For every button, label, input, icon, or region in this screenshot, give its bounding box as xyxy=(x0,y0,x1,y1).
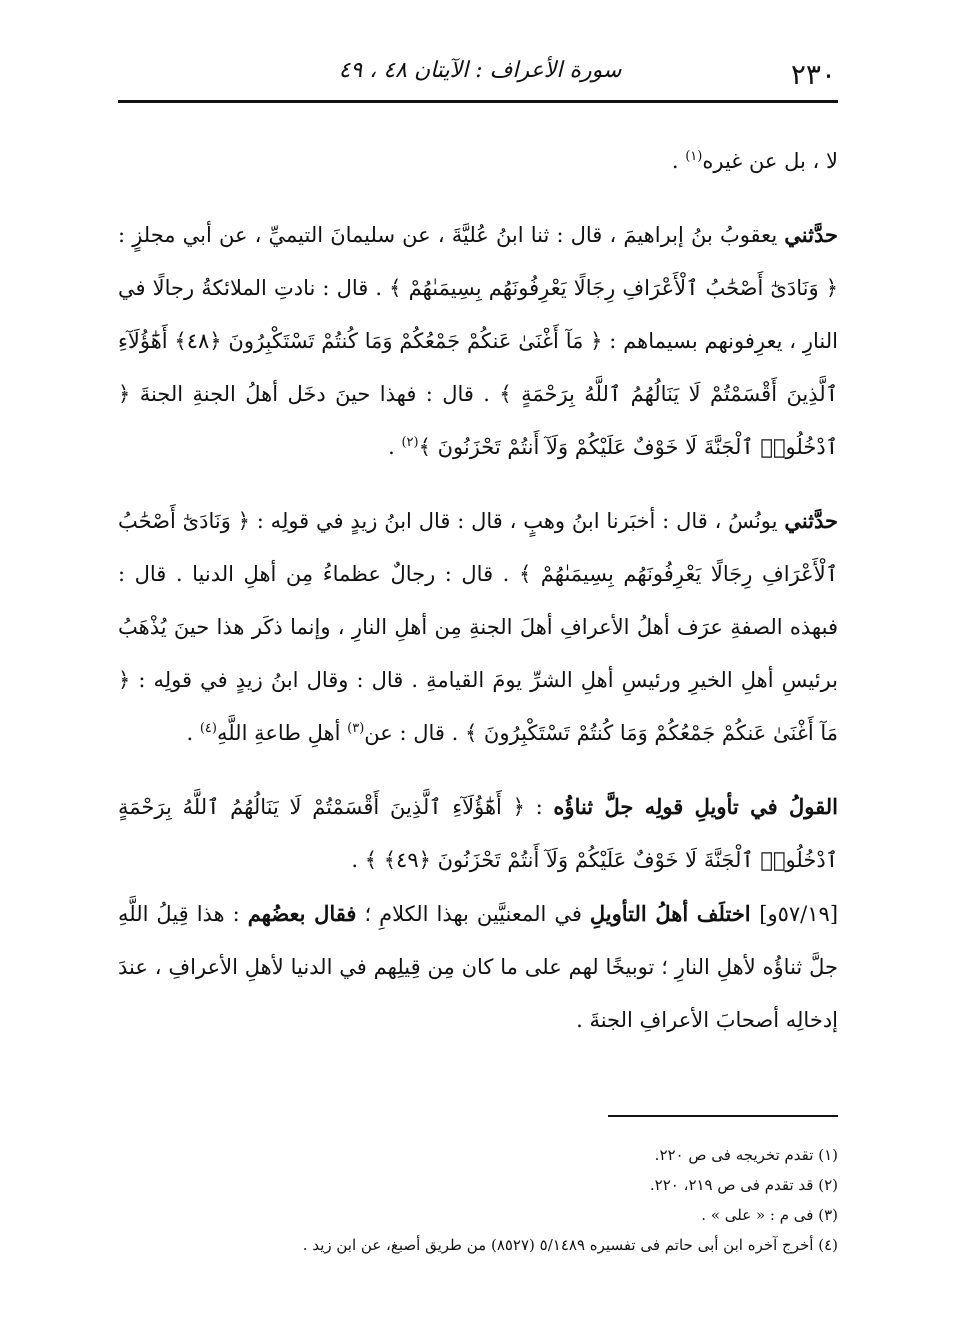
header-divider xyxy=(118,100,838,103)
paragraph-4 xyxy=(118,780,838,887)
footnote-ref: (٤) xyxy=(199,721,217,736)
paragraph-1 xyxy=(118,135,838,188)
text: . xyxy=(671,149,686,173)
quran-quote: ﴿ أَهَٰٓؤُلَآءِ ٱلَّذِينَ أَقْسَمْتُمْ لَا يَنَالُهُمُ ٱللَّهُ بِرَحْمَةٍ ٱدْخُلُوا۟ ٱلْجَنَّةَ لَا خَوْفٌ عَلَيْكُمْ وَلَآ أَنتُمْ تَحْزَنُونَ ﴿٤٩﴾ ﴾ xyxy=(118,795,838,872)
footnotes xyxy=(118,1140,838,1260)
footnote-ref: (٢) xyxy=(401,435,419,450)
running-header-title: سورة الأعراف : الآيتان ٤٨ ، ٤٩ xyxy=(338,58,622,83)
text: . xyxy=(351,848,365,872)
text: : xyxy=(524,795,554,819)
footnote-ref: (١) xyxy=(685,149,703,164)
text: . xyxy=(186,721,200,745)
text: أهلِ طاعةِ اللَّهِ xyxy=(216,721,348,745)
quran-quote: ﴿ مَآ أَغْنَىٰ عَنكُمْ جَمْعُكُمْ وَمَا كُنتُمْ تَسْتَكْبِرُونَ ﴿٤٨﴾ أَهَٰٓؤُلَآءِ ٱلَّذِينَ أَقْسَمْتُمْ لَا يَنَالُهُمُ ٱللَّهُ بِرَحْمَةٍ ﴾ xyxy=(118,329,839,406)
paragraph-3 xyxy=(118,494,838,760)
text: . xyxy=(388,435,402,459)
footnote-divider xyxy=(608,1115,838,1117)
text: يعقوبُ بنُ إبراهيمَ ، قال : ثنا ابنُ عُليَّةَ ، عن سليمانَ التيميِّ ، عن أبي مجلزٍ : xyxy=(118,223,785,247)
text: . قال : نادتِ الملائكةُ رجالًا في النارِ ، يعرِفونهم بسيماهم : xyxy=(118,276,838,353)
text: في المعنيَّين بهذا الكلامِ ؛ xyxy=(356,902,590,926)
paragraph-5 xyxy=(118,887,838,1047)
text: يونُسُ ، قال : أخبَرنا ابنُ وهبٍ ، قال : قال ابنُ زيدٍ في قولِه : xyxy=(249,509,785,533)
text: . قال : رجالٌ عظماءُ مِن أهلِ الدنيا . قال : فبهذه الصفةِ عرَف أهلُ الأعرافِ أهلَ الجنةِ مِن أهلِ النارِ ، وإنما ذكَر هذا حينَ يُذْهَبُ برئيسِ أهلِ الخيرِ ورئيسِ أهلِ الشرِّ يومَ القيامةِ . قال : وقال ابنُ زيدٍ في قولِه : xyxy=(118,562,838,692)
narration-lead: حدَّثني xyxy=(784,222,838,247)
main-text xyxy=(118,135,838,1067)
section-heading: القولُ في تأويلِ قولِه جلَّ ثناؤُه xyxy=(553,794,838,819)
page-number: ٢٣٠ xyxy=(790,58,836,91)
footnote: (٢) قد تقدم فى ص ٢١٩، ٢٢٠. xyxy=(649,1176,838,1194)
bold-phrase: فقال بعضُهم xyxy=(247,901,357,926)
footnote: (١) تقدم تخريجه فى ص ٢٢٠. xyxy=(654,1146,838,1164)
text: . قال : فهذا حينَ دخَل أهلُ الجنةِ الجنةَ xyxy=(130,382,500,406)
paragraph-2 xyxy=(118,208,838,474)
footnote-ref: (٣) xyxy=(347,721,365,736)
manuscript-marker: [٥٧/١٩و] xyxy=(759,902,839,926)
bold-phrase: اختلَف أهلُ التأويلِ xyxy=(589,901,760,926)
footnote: (٤) أخرج آخره ابن أبى حاتم فى تفسيره ٥/١٤٨٩ (٨٥٢٧) من طريق أصبغ، عن ابن زيد . xyxy=(302,1236,838,1254)
text: : هذا قِيلُ اللَّهِ جلَّ ثناؤُه لأهلِ النارِ ؛ توبيخًا لهم على ما كان مِن قِيلِهم في الدنيا لأهلِ الأعرافِ ، عندَ إدخالِه أصحابَ الأعرافِ الجنةَ . xyxy=(118,902,838,1032)
quran-quote: ﴿ مَآ أَغْنَىٰ عَنكُمْ جَمْعُكُمْ وَمَا كُنتُمْ تَسْتَكْبِرُونَ ﴾ xyxy=(118,668,838,745)
quran-quote: ﴿ وَنَادَىٰٓ أَصْحَٰبُ ٱلْأَعْرَافِ رِجَالًا يَعْرِفُونَهُم بِسِيمَىٰهُمْ ﴾ xyxy=(118,509,838,586)
quran-quote: ﴿ ٱدْخُلُوا۟ ٱلْجَنَّةَ لَا خَوْفٌ عَلَيْكُمْ وَلَآ أَنتُمْ تَحْزَنُونَ ﴾ xyxy=(118,382,838,459)
footnote: (٣) فى م : « على » . xyxy=(701,1206,838,1224)
quran-quote: ﴿ وَنَادَىٰٓ أَصْحَٰبُ ٱلْأَعْرَافِ رِجَالًا يَعْرِفُونَهُم بِسِيمَىٰهُمْ ﴾ xyxy=(389,276,838,300)
narration-lead: حدَّثني xyxy=(784,508,839,533)
text: . قال : عن xyxy=(364,721,465,745)
text: لا ، بل عن غيره xyxy=(702,149,838,173)
